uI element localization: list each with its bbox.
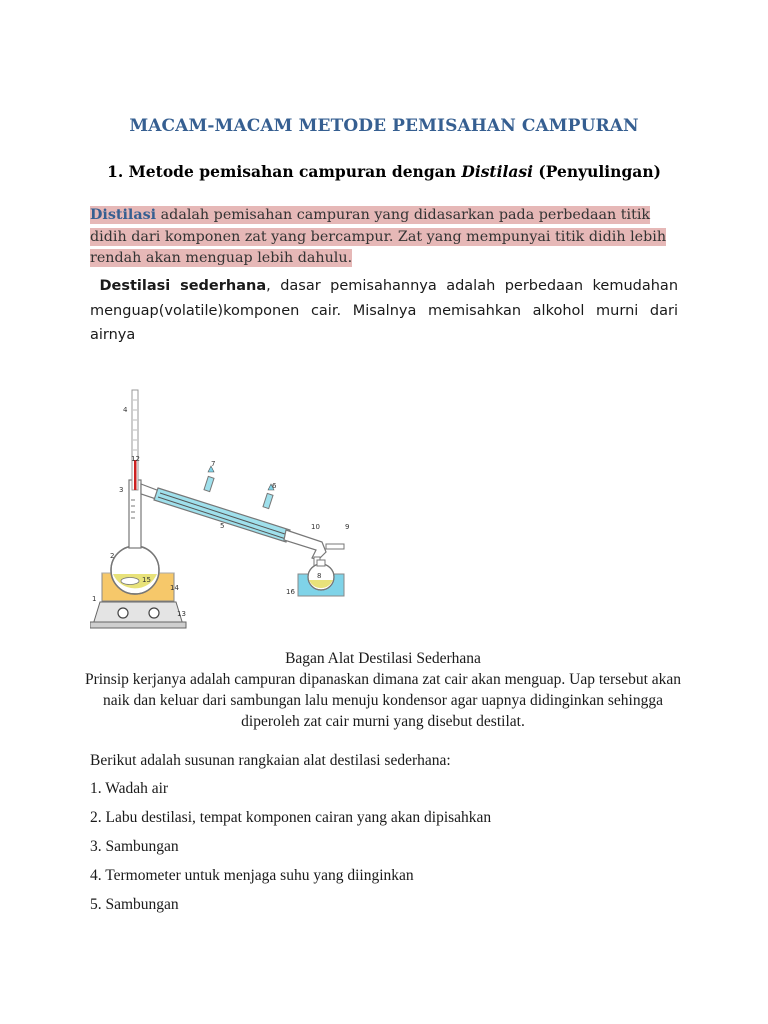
diagram-label-13: 13: [177, 610, 186, 618]
diagram-label-9: 9: [345, 523, 350, 531]
definition-paragraph: [90, 205, 690, 270]
caption-block: [80, 648, 686, 732]
diagram-label-12: 12: [131, 455, 140, 463]
section-heading-suffix: (Penyulingan): [533, 162, 661, 181]
diagram-label-16: 16: [286, 588, 295, 596]
diagram-label-1: 1: [92, 595, 97, 603]
simple-distillation-text: , dasar pemisahannya adalah perbedaan kemudahan menguap(volatile)komponen cair. Misalnya memisahkan alkohol murni dari airnya: [90, 278, 679, 343]
diagram-label-2: 2: [110, 552, 115, 560]
diagram-caption: Bagan Alat Destilasi Sederhana: [285, 650, 481, 667]
section-heading: [0, 162, 768, 181]
list-intro: Berikut adalah susunan rangkaian alat destilasi sederhana:: [90, 752, 451, 769]
list-item: 4. Termometer untuk menjaga suhu yang diinginkan: [90, 867, 414, 884]
diagram-label-5: 5: [220, 522, 225, 530]
page-title: MACAM-MACAM METODE PEMISAHAN CAMPURAN: [129, 116, 639, 136]
section-heading-italic: Distilasi: [461, 162, 534, 181]
receiver-adapter: [284, 530, 344, 569]
diagram-label-4: 4: [123, 406, 128, 414]
diagram-label-7: 7: [211, 460, 216, 468]
diagram-label-6: 6: [272, 482, 277, 490]
simple-distillation-term: Destilasi sederhana: [99, 278, 267, 294]
list-item: 2. Labu destilasi, tempat komponen cairan yang akan dipisahkan: [90, 809, 492, 826]
thermometer: [132, 390, 138, 490]
diagram-label-15: 15: [142, 576, 151, 584]
definition-term: Distilasi: [90, 207, 157, 223]
list-item: 3. Sambungan: [90, 838, 179, 855]
diagram-label-14: 14: [170, 584, 179, 592]
section-heading-prefix: 1. Metode pemisahan campuran dengan: [107, 162, 462, 181]
list-item: 1. Wadah air: [90, 780, 169, 797]
definition-line-1: adalah pemisahan campuran yang didasarkan pada perbedaan titik: [156, 207, 651, 223]
definition-line-3: rendah akan menguap lebih dahulu.: [90, 250, 353, 266]
diagram-label-10: 10: [311, 523, 320, 531]
principle-paragraph: Prinsip kerjanya adalah campuran dipanaskan dimana zat cair akan menguap. Uap tersebut akan naik dan keluar dari sambungan lalu menuju kondensor agar uapnya didinginkan sehingga diperoleh zat cair murni yang disebut destilat.: [84, 671, 682, 730]
diagram-label-8: 8: [317, 572, 322, 580]
condenser: [154, 466, 290, 542]
hot-plate: [90, 602, 186, 628]
list-item: 5. Sambungan: [90, 896, 179, 913]
definition-line-2: didih dari komponen zat yang bercampur. Zat yang mempunyai titik didih lebih: [90, 228, 667, 245]
diagram-label-3: 3: [119, 486, 124, 494]
distillation-apparatus-diagram: [90, 360, 370, 635]
simple-distillation-paragraph: [90, 274, 678, 348]
